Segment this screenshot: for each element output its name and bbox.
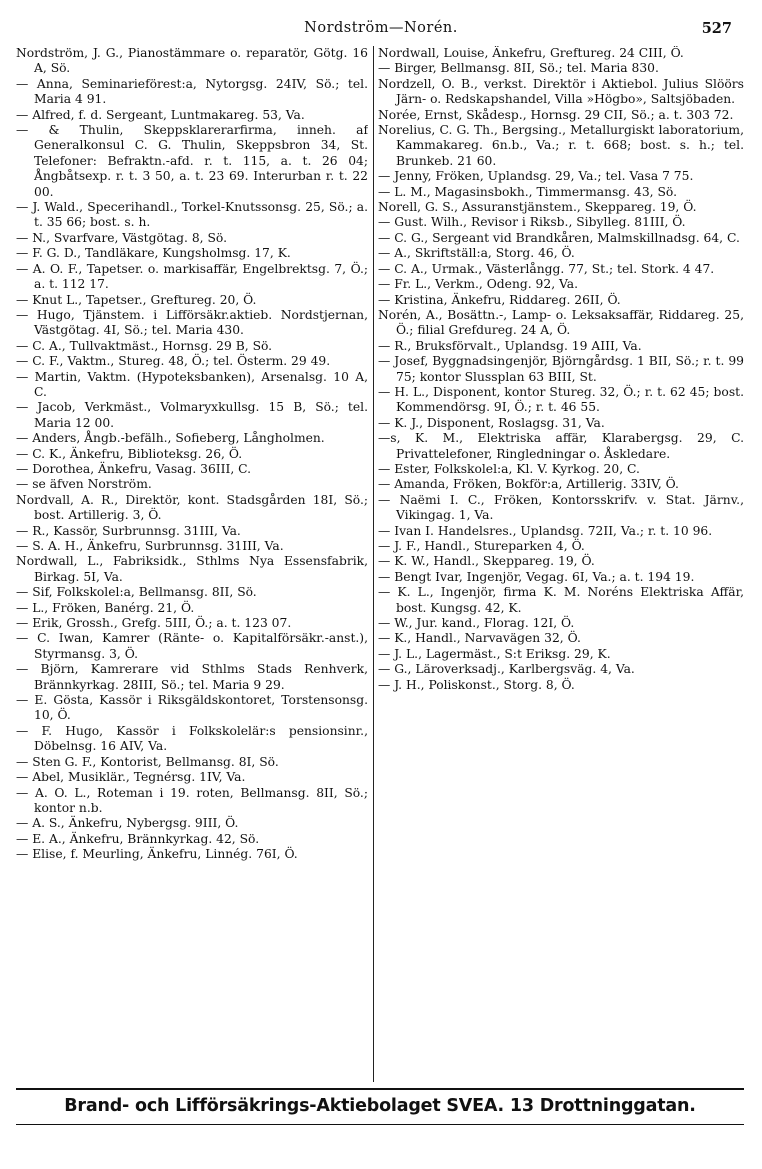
- directory-entry: — K. L., Ingenjör, firma K. M. Noréns Elektriska Affär, bost. Kungsg. 42, K.: [378, 585, 744, 615]
- directory-entry: — R., Kassör, Surbrunnsg. 31III, Va.: [16, 523, 241, 538]
- directory-entry: — C. K., Änkefru, Biblioteksg. 26, Ö.: [16, 446, 243, 461]
- directory-entry: — A. S., Änkefru, Nybergsg. 9III, Ö.: [16, 816, 239, 831]
- page-title: Nordström—Norén.: [304, 20, 458, 36]
- directory-entry: Norée, Ernst, Skådesp., Hornsg. 29 CII, Sö.; a. t. 303 72.: [378, 107, 734, 122]
- directory-entry: — G., Läroverksadj., Karlbergsväg. 4, Va.: [378, 662, 635, 677]
- directory-entry: — F. Hugo, Kassör i Folkskolelär:s pensionsinr., Döbelnsg. 16 AIV, Va.: [16, 723, 368, 754]
- directory-entry: — se äfven Norström.: [16, 477, 152, 492]
- directory-entry: — E. A., Änkefru, Brännkyrkag. 42, Sö.: [16, 831, 260, 846]
- directory-entry: Nordwall, Louise, Änkefru, Greftureg. 24 CIII, Ö.: [378, 46, 684, 60]
- directory-entry: — C. Iwan, Kamrer (Ränte- o. Kapitalförsäkr.-anst.), Styrmansg. 3, Ö.: [16, 631, 368, 661]
- directory-entry: — C. F., Vaktm., Stureg. 48, Ö.; tel. Österm. 29 49.: [16, 354, 331, 369]
- directory-entry: — Alfred, f. d. Sergeant, Luntmakareg. 53, Va.: [16, 107, 305, 122]
- directory-entry: — Martin, Vaktm. (Hypoteksbanken), Arsenalsg. 10 A, C.: [16, 369, 368, 399]
- directory-entry: — H. L., Disponent, kontor Stureg. 32, Ö.; r. t. 62 45; bost. Kommendörsg. 9I, Ö.; r. t. 46 55.: [378, 384, 744, 415]
- directory-entry: — C. A., Urmak., Västerlångg. 77, St.; tel. Stork. 4 47.: [378, 261, 715, 276]
- directory-entry: — Björn, Kamrerare vid Sthlms Stads Renhverk, Brännkyrkag. 28III, Sö.; tel. Maria 9 29.: [16, 662, 368, 692]
- directory-entry: — Kristina, Änkefru, Riddareg. 26II, Ö.: [378, 292, 621, 307]
- directory-entry: — S. A. H., Änkefru, Surbrunnsg. 31III, Va.: [16, 539, 284, 553]
- directory-entry: Norell, G. S., Assuranstjänstem., Skeppareg. 19, Ö.: [378, 200, 697, 215]
- directory-entry: — L. M., Magasinsbokh., Timmermansg. 43, Sö.: [378, 184, 677, 199]
- directory-entry: — N., Svarfvare, Västgötag. 8, Sö.: [16, 230, 228, 245]
- directory-entry: — R., Bruksförvalt., Uplandsg. 19 AIII, Va.: [378, 338, 642, 353]
- directory-entry: — E. Gösta, Kassör i Riksgäldskontoret, Torstensonsg. 10, Ö.: [16, 693, 368, 723]
- footer-rule-bottom: [16, 1124, 744, 1125]
- column-divider: [373, 46, 374, 1082]
- directory-entry: — K. W., Handl., Skeppareg. 19, Ö.: [378, 554, 595, 569]
- directory-entry: — Jacob, Verkmäst., Volmaryxkullsg. 15 B, Sö.; tel. Maria 12 00.: [16, 400, 368, 430]
- directory-entry: — Josef, Byggnadsingenjör, Björngårdsg. 1 BII, Sö.; r. t. 99 75; kontor Slussplan 63 BIII, St.: [378, 354, 744, 384]
- directory-entry: — Abel, Musiklär., Tegnérsg. 1IV, Va.: [16, 770, 246, 785]
- directory-entry: — Anders, Ångb.-befälh., Sofieberg, Långholmen.: [16, 431, 325, 446]
- directory-entry: — Ester, Folkskolel:a, Kl. V. Kyrkog. 20, C.: [378, 461, 640, 476]
- directory-entry: — Birger, Bellmansg. 8II, Sö.; tel. Maria 830.: [378, 61, 659, 76]
- directory-entry: — F. G. D., Tandläkare, Kungsholmsg. 17, K.: [16, 246, 291, 261]
- directory-entry: — Sten G. F., Kontorist, Bellmansg. 8I, Sö.: [16, 754, 279, 769]
- directory-entry: — J. H., Poliskonst., Storg. 8, Ö.: [378, 677, 575, 692]
- directory-entry: — Amanda, Fröken, Bokför:a, Artillerig. 33IV, Ö.: [378, 477, 679, 492]
- directory-entry: — W., Jur. kand., Florag. 12I, Ö.: [378, 616, 575, 631]
- directory-entry: — & Thulin, Skeppsklarerarfirma, inneh. af Generalkonsul C. G. Thulin, Skeppsbron 34, St. Telefoner: Befraktn.-afd. r. t. 115, a. t. 26 04; Ångbåtsexp. r. t. 3 50, a. t. 23 69. Interurban r. t. 22 00.: [16, 123, 368, 199]
- right-column: [378, 46, 744, 1082]
- directory-entry: — Jenny, Fröken, Uplandsg. 29, Va.; tel. Vasa 7 75.: [378, 169, 694, 184]
- directory-entry: — Ivan I. Handelsres., Uplandsg. 72II, Va.; r. t. 10 96.: [378, 523, 713, 538]
- directory-entry: — J. L., Lagermäst., S:t Eriksg. 29, K.: [378, 646, 611, 661]
- directory-entry: — C. A., Tullvaktmäst., Hornsg. 29 B, Sö.: [16, 338, 273, 353]
- directory-entry: Nordwall, L., Fabriksidk., Sthlms Nya Essensfabrik, Birkag. 5I, Va.: [16, 554, 368, 584]
- directory-columns: [16, 46, 744, 1082]
- running-head: [30, 20, 732, 42]
- directory-entry: Nordström, J. G., Pianostämmare o. reparatör, Götg. 16 A, Sö.: [16, 46, 368, 76]
- directory-entry: — Anna, Seminarieförest:a, Nytorgsg. 24IV, Sö.; tel. Maria 4 91.: [16, 76, 368, 107]
- directory-entry: —s, K. M., Elektriska affär, Klarabergsg. 29, C. Privattelefoner, Ringledningar o. Åskledare.: [378, 431, 744, 461]
- directory-entry: — Sif, Folkskolel:a, Bellmansg. 8II, Sö.: [16, 585, 257, 600]
- directory-entry: — A. O. F., Tapetser. o. markisaffär, Engelbrektsg. 7, Ö.; a. t. 112 17.: [16, 261, 368, 292]
- directory-entry: — Elise, f. Meurling, Änkefru, Linnég. 76I, Ö.: [16, 847, 298, 862]
- directory-entry: — Dorothea, Änkefru, Vasag. 36III, C.: [16, 461, 252, 476]
- directory-entry: Norén, A., Bosättn.-, Lamp- o. Leksaksaffär, Riddareg. 25, Ö.; filial Grefdureg. 24 A, Ö.: [378, 307, 744, 338]
- directory-entry: — Naëmi I. C., Fröken, Kontorsskrifv. v. Stat. Järnv., Vikingag. 1, Va.: [378, 492, 744, 523]
- directory-entry: — A., Skriftställ:a, Storg. 46, Ö.: [378, 246, 575, 261]
- advertisement-footer: Brand- och Lifförsäkrings-Aktiebolaget SVEA. 13 Drottninggatan.: [64, 1096, 696, 1116]
- directory-entry: — J. F., Handl., Stureparken 4, Ö.: [378, 539, 585, 553]
- directory-entry: Nordvall, A. R., Direktör, kont. Stadsgården 18I, Sö.; bost. Artillerig. 3, Ö.: [16, 492, 368, 523]
- directory-entry: — K., Handl., Narvavägen 32, Ö.: [378, 631, 581, 646]
- directory-entry: — Erik, Grossh., Grefg. 5III, Ö.; a. t. 123 07.: [16, 616, 292, 631]
- directory-entry: — J. Wald., Specerihandl., Torkel-Knutssonsg. 25, Sö.; a. t. 35 66; bost. s. h.: [16, 200, 368, 230]
- directory-entry: — L., Fröken, Banérg. 21, Ö.: [16, 600, 195, 615]
- directory-entry: — C. G., Sergeant vid Brandkåren, Malmskillnadsg. 64, C.: [378, 230, 740, 245]
- footer-rule-top: [16, 1088, 744, 1090]
- directory-entry: Nordzell, O. B., verkst. Direktör i Aktiebol. Julius Slöörs Järn- o. Redskapshandel, Villa »Högbo», Saltsjöbaden.: [378, 76, 744, 107]
- directory-entry: — Fr. L., Verkm., Odeng. 92, Va.: [378, 277, 579, 292]
- page-number: 527: [701, 20, 732, 37]
- directory-entry: — A. O. L., Roteman i 19. roten, Bellmansg. 8II, Sö.; kontor n.b.: [16, 785, 368, 815]
- directory-entry: — Hugo, Tjänstem. i Lifförsäkr.aktieb. Nordstjernan, Västgötag. 4I, Sö.; tel. Maria 430.: [16, 307, 368, 338]
- directory-entry: — Bengt Ivar, Ingenjör, Vegag. 6I, Va.; a. t. 194 19.: [378, 569, 695, 584]
- directory-entry: — Knut L., Tapetser., Greftureg. 20, Ö.: [16, 292, 257, 307]
- directory-entry: — K. J., Disponent, Roslagsg. 31, Va.: [378, 415, 605, 430]
- directory-entry: Norelius, C. G. Th., Bergsing., Metallurgiskt laboratorium, Kammakareg. 6n.b., Va.; r. t. 668; bost. s. h.; tel. Brunkeb. 21 60.: [378, 123, 744, 168]
- left-column: [16, 46, 368, 1082]
- directory-entry: — Gust. Wilh., Revisor i Riksb., Sibylleg. 81III, Ö.: [378, 215, 686, 230]
